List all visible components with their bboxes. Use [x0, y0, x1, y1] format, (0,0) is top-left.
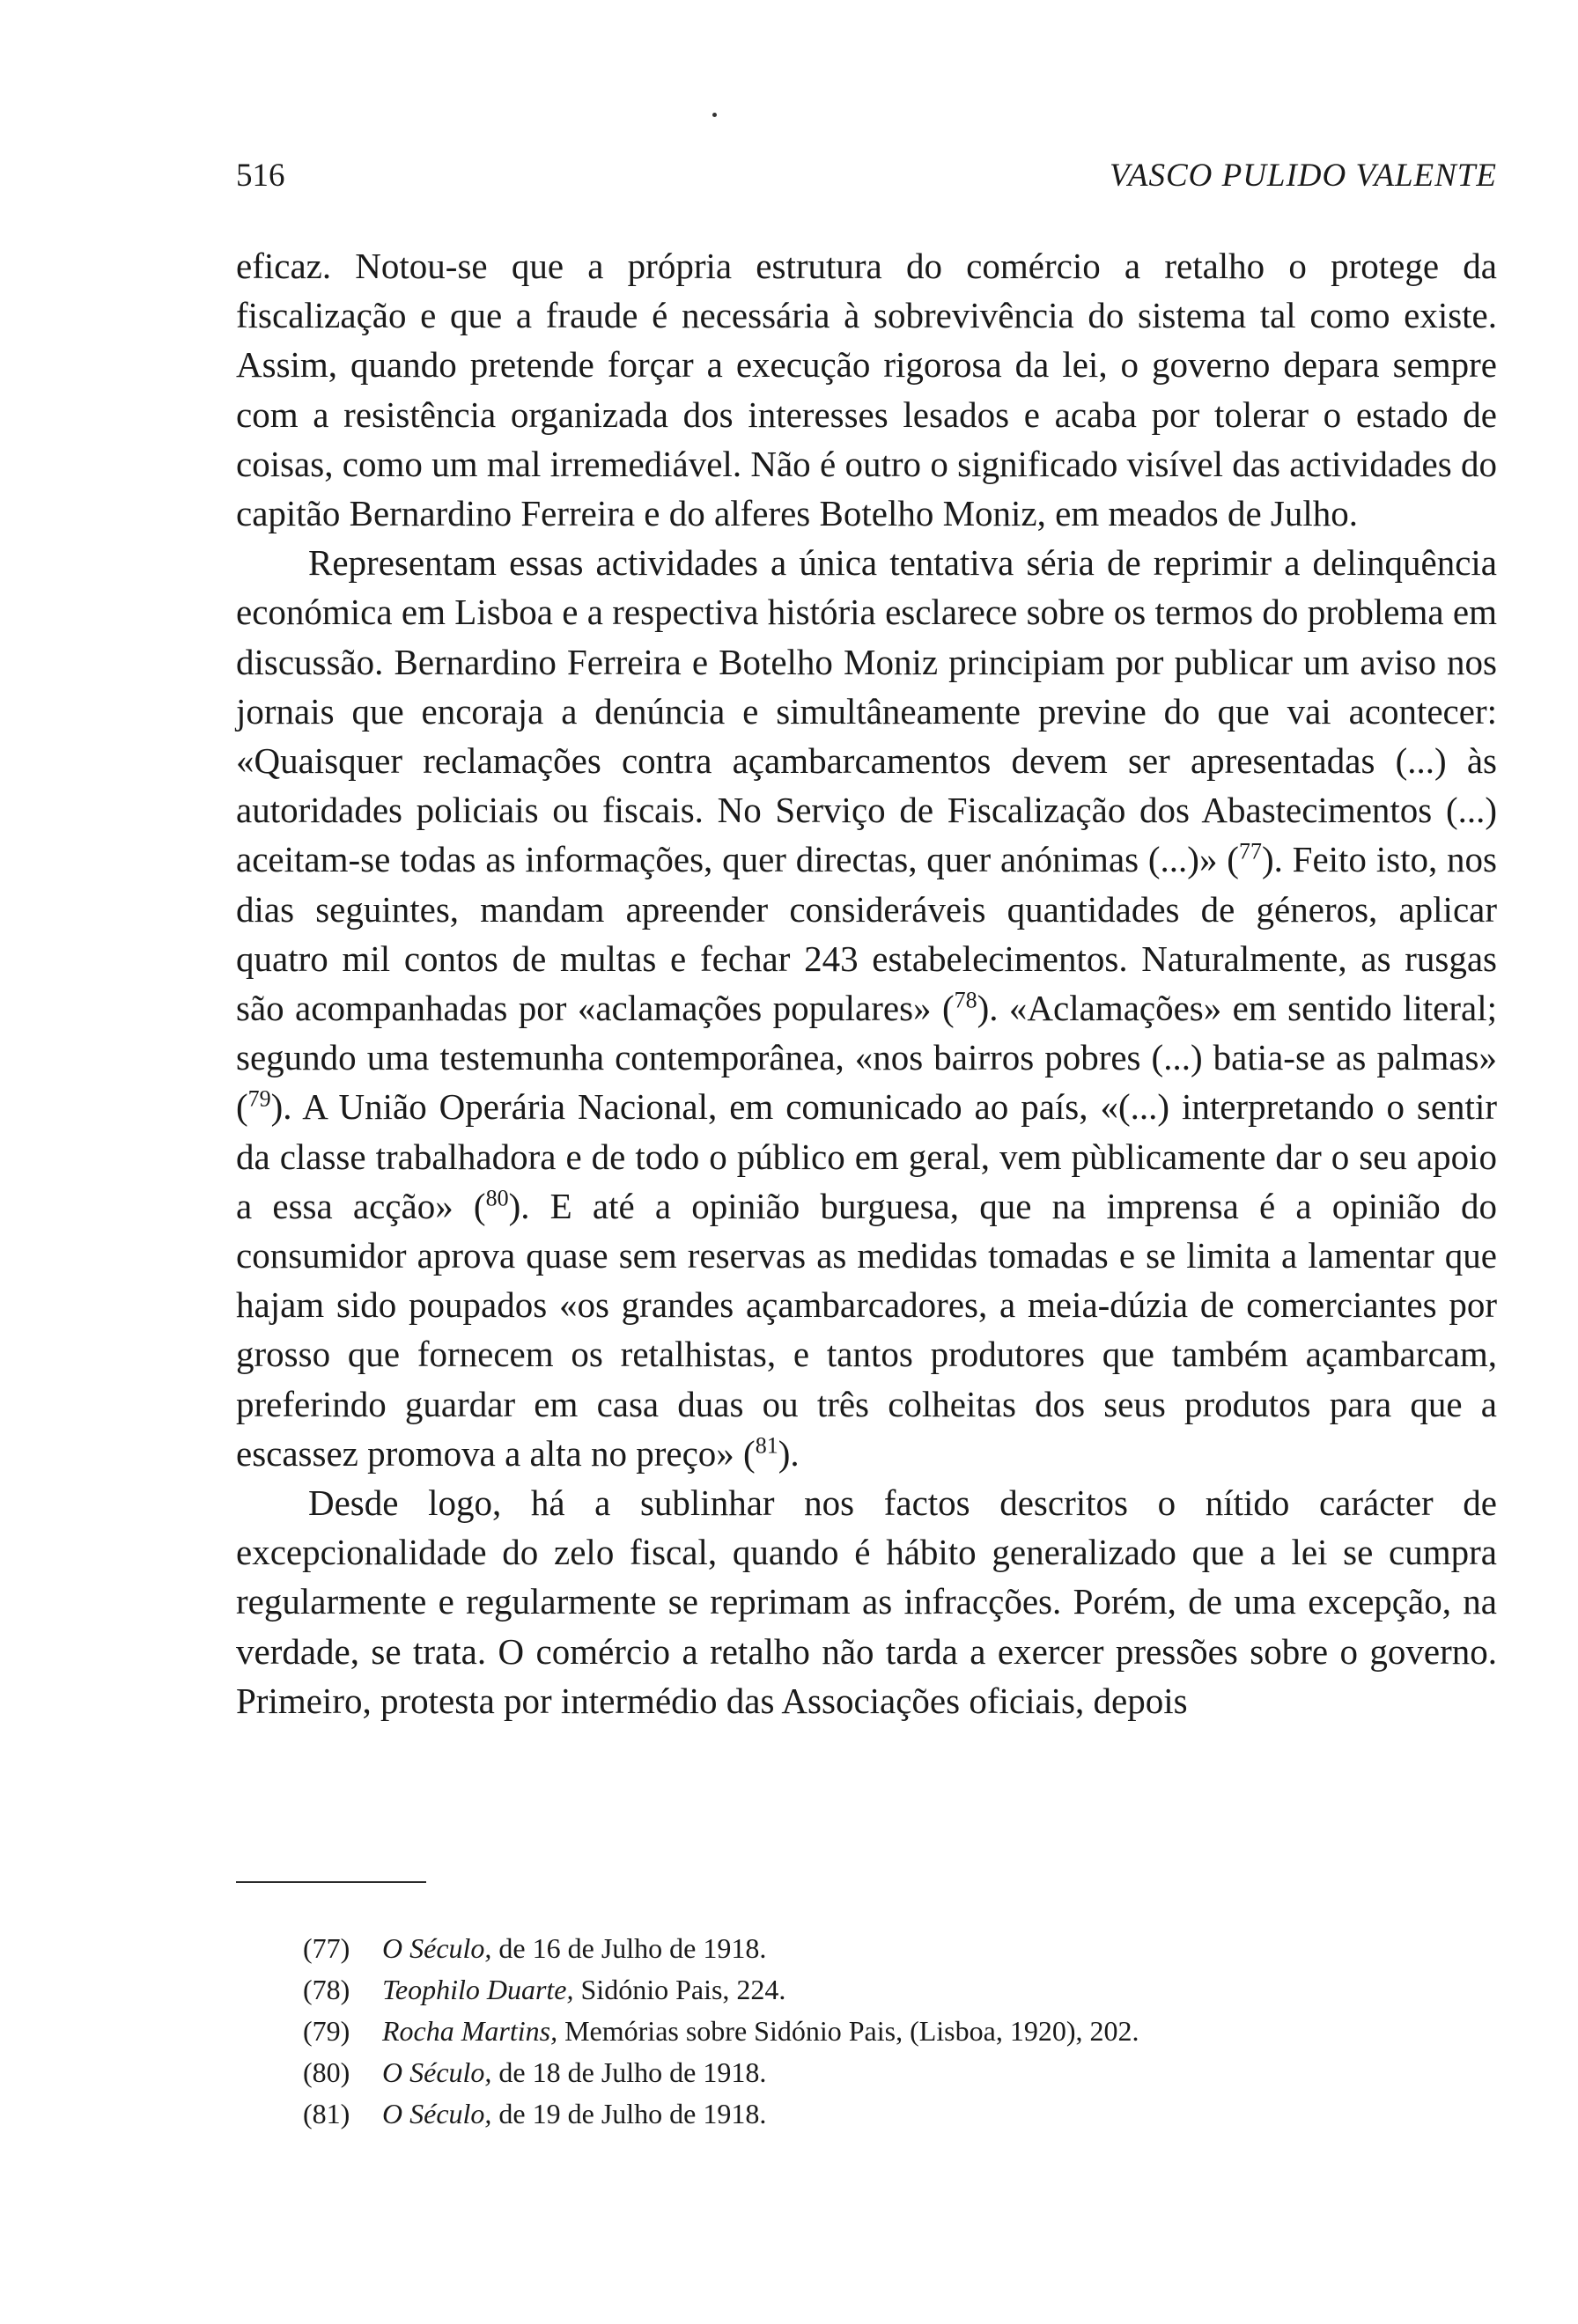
note-ref-78: 78: [954, 987, 977, 1013]
paragraph-2-part-f: ).: [778, 1432, 800, 1474]
footnote-source: Teophilo Duarte,: [382, 1974, 574, 2005]
footnote: [303, 2093, 1448, 2135]
paragraph-2-part-c: ). «Aclamações» em sentido literal; segundo uma testemunha contemporânea, «nos bairros pobres (...) batia-se as palmas» (: [236, 988, 1497, 1128]
paragraph-1: eficaz. Notou-se que a própria estrutura do comércio a retalho o protege da fiscalização e que a fraude é necessária à sobrevivência do sistema tal como existe. Assim, quando pretende forçar a execução rigorosa da lei, o governo depara sempre com a resistência organizada dos interesses lesados e acaba por tolerar o estado de coisas, como um mal irremediável. Não é outro o significado visível das actividades do capitão Bernardino Ferreira e do alferes Botelho Moniz, em meados de Julho.: [236, 246, 1497, 534]
footnote-source: Rocha Martins,: [382, 2015, 558, 2047]
footnote-text: [382, 2052, 766, 2093]
footnote-number: (77): [303, 1932, 350, 1964]
footnotes: [303, 1928, 1448, 2135]
footnote-text: [382, 2011, 1139, 2052]
footnote-detail: de 18 de Julho de 1918.: [491, 2056, 767, 2088]
footnote: [303, 2052, 1448, 2093]
note-ref-81: 81: [755, 1432, 778, 1459]
page-number: 516: [236, 158, 285, 194]
page-header: [236, 157, 1497, 201]
footnote: [303, 1969, 1448, 2011]
footnote-text: [382, 1969, 785, 2011]
running-title: VASCO PULIDO VALENTE: [1109, 158, 1497, 194]
footnote-source: O Século,: [382, 1932, 492, 1964]
footnote-divider: [236, 1881, 426, 1883]
paragraph-2-part-b: ). Feito isto, nos dias seguintes, mandam apreender consideráveis quantidades de géneros, aplicar quatro mil contos de multas e fechar 243 estabelecimentos. Naturalmente, as rusgas são acompanhadas por «aclamações populares» (: [236, 839, 1497, 1029]
paragraph-2-part-e: ). E até a opinião burguesa, que na imprensa é a opinião do consumidor aprova quase sem reservas as medidas tomadas e se limita a lamentar que hajam sido poupados «os grandes açambarcadores, a meia-dúzia de comerciantes por grosso que fornecem os retalhistas, e tantos produtores que também açambarcam, preferindo guardar em casa duas ou três colheitas dos seus produtos para que a escassez promova a alta no preço» (: [236, 1185, 1497, 1474]
footnote-number: (81): [303, 2098, 350, 2129]
footnote-detail: Sidónio Pais, 224.: [573, 1974, 786, 2005]
paragraph-2: [236, 538, 1497, 1478]
body-text: [236, 241, 1497, 1725]
note-ref-79: 79: [247, 1085, 271, 1112]
speck-mark: [712, 113, 717, 117]
footnote-source: O Século,: [382, 2098, 492, 2129]
paragraph-3: Desde logo, há a sublinhar nos factos descritos o nítido carácter de excepcionalidade do zelo fiscal, quando é hábito generalizado que a lei se cumpra regularmente e regularmente se reprimam as infracções. Porém, de uma excepção, na verdade, se trata. O comércio a retalho não tarda a exercer pressões sobre o governo. Primeiro, protesta por intermédio das Associações oficiais, depois: [236, 1482, 1497, 1721]
footnote-number: (80): [303, 2056, 350, 2088]
note-ref-80: 80: [485, 1185, 509, 1211]
footnote-text: [382, 2093, 766, 2135]
footnote: [303, 1928, 1448, 1969]
paragraph-2-part-d: ). A União Operária Nacional, em comunicado ao país, «(...) interpretando o sentir da classe trabalhadora e de todo o público em geral, vem pùblicamente dar o seu apoio a essa acção» (: [236, 1086, 1497, 1226]
footnote-number: (79): [303, 2015, 350, 2047]
footnote-detail: Memórias sobre Sidónio Pais, (Lisboa, 1920), 202.: [557, 2015, 1139, 2047]
paragraph-2-part-a: Representam essas actividades a única tentativa séria de reprimir a delinquência económica em Lisboa e a respectiva história esclarece sobre os termos do problema em discussão. Bernardino Ferreira e Botelho Moniz principiam por publicar um aviso nos jornais que encoraja a denúncia e simultâneamente previne do que vai acontecer: «Quaisquer reclamações contra açambarcamentos devem ser apresentadas (...) às autoridades policiais ou fiscais. No Serviço de Fiscalização dos Abastecimentos (...) aceitam-se todas as informações, quer directas, quer anónimas (...)» (: [236, 542, 1497, 880]
footnote-text: [382, 1928, 766, 1969]
footnote-detail: de 19 de Julho de 1918.: [491, 2098, 767, 2129]
footnote-detail: de 16 de Julho de 1918.: [491, 1932, 767, 1964]
footnote-source: O Século,: [382, 2056, 492, 2088]
footnote: [303, 2011, 1448, 2052]
footnote-number: (78): [303, 1974, 350, 2005]
note-ref-77: 77: [1238, 838, 1262, 864]
